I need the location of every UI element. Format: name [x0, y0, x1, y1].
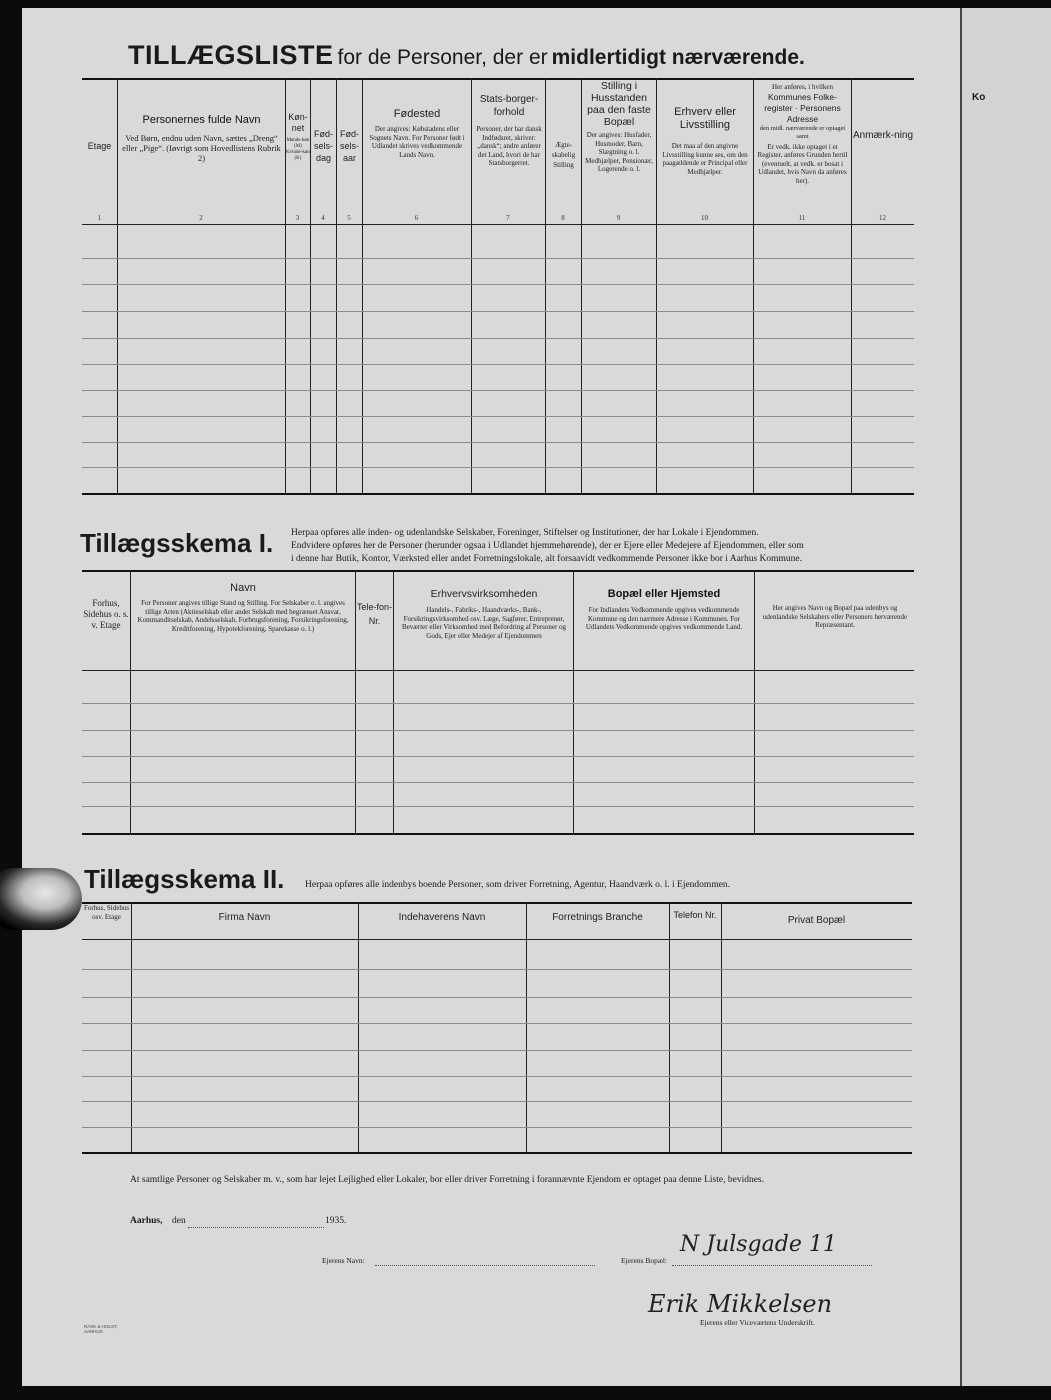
- skema1-col-telefon: Tele-fon-Nr.: [356, 602, 392, 626]
- skema1-intro: Herpaa opføres alle inden- og udenlandske Selskaber, Foreninger, Stiftelser og Institutioner, der har Lokale i Ejendommen. Endvidere opføres her de Personer (herunder ogsaa i Udlandet hjemmehørende), der er Ejere eller Medejere af Ejendommen, eller som i denne har Butik, Kontor, Værksted eller andet Forretningslokale, alt forsaavidt vedkommende Personer ikke bor i Aarhus Kommune.: [291, 528, 804, 564]
- date-line: [188, 1227, 324, 1228]
- skema2-title: Tillægsskema II.: [84, 864, 285, 894]
- title-rest-b: midlertidigt nærværende.: [551, 46, 805, 69]
- printer-imprint: RASK & HOLST, AARHUS: [84, 1324, 118, 1334]
- skema2-col-telefon: Telefon Nr.: [673, 910, 717, 920]
- col-number: 5: [347, 214, 351, 222]
- skema1-col-etage: Forhus, Sidehus o. s. v. Etage: [83, 598, 129, 630]
- col-number: 4: [321, 214, 325, 222]
- facing-page: [960, 8, 1051, 1386]
- col-number: 1: [97, 214, 102, 222]
- col-header-fodselsdag: Fød-sels-dag: [313, 129, 333, 163]
- col-header-fodselsaar: Fød-sels-aar: [339, 129, 359, 163]
- col-header-kon: Køn-net Mands-køn (M) Kvinde-køn (K): [286, 112, 310, 161]
- owner-address-line: [672, 1265, 872, 1266]
- col-number: 7: [506, 214, 510, 222]
- col-header-navn: Personernes fulde Navn Ved Børn, endnu uden Navn, sættes „Dreng“ eller „Pige“. (Iøvrigt som Hovedlistens Rubrik 2): [122, 114, 281, 163]
- col-header-aegteskab: Ægte-skabelig Stilling: [551, 141, 576, 169]
- col-number: 11: [798, 214, 806, 222]
- col-header-etage: Etage: [87, 141, 112, 151]
- page-title: [128, 40, 805, 71]
- skema2-col-etage: Forhus, Sidehus osv. Etage: [83, 904, 130, 921]
- attestation-statement: At samtlige Personer og Selskaber m. v., som har lejet Lejlighed eller Lokaler, bor eller driver Forretning i forannævnte Ejendom er optaget paa denne Liste, bevidnes.: [130, 1175, 764, 1185]
- skema1-col-erhverv: Erhvervsvirksomheden Handels-, Fabriks-, Haandværks-, Bank-, Forsikringsvirksomhed osv. Læge, Sagfører, Entreprenør, Beværter eller Virksomhed med Befordring af Personer og Gods, Ejer eller Medejer af Ejendommen: [401, 588, 567, 640]
- col-number: 2: [199, 214, 203, 222]
- owner-address-label: Ejerens Bopæl:: [621, 1256, 668, 1265]
- owner-address-handwritten: N Julsgade 11: [680, 1232, 837, 1257]
- owner-name-label: Ejerens Navn:: [322, 1256, 365, 1265]
- owner-name-line: [375, 1265, 595, 1266]
- col-number: 10: [701, 214, 708, 222]
- col-header-statsborger: Stats-borger-forhold Personer, der har dansk Indfødsret, skriver: „dansk“; andre anfører det Land, hvori de har Statsborgerret.: [476, 94, 542, 167]
- city-label: Aarhus,: [130, 1216, 163, 1226]
- skema2-col-bopael: Privat Bopæl: [787, 915, 846, 926]
- skema1-col-navn: Navn For Personer angives tillige Stand og Stilling. For Selskaber o. l. angives tillige Arten (Aktieselskab eller andet Selskab med begrænset Ansvar, Kommanditselskab, Andelsselskab, Forbrugsforening, Forsikringsforening, Kreditforening, Hypotekforening, Sparekasse o. l.): [137, 582, 349, 633]
- col-number: 12: [879, 214, 886, 222]
- col-number: 3: [295, 214, 300, 222]
- skema2-col-branche: Forretnings Branche: [552, 912, 643, 923]
- signature-label: Ejerens eller Viceværtens Underskrift.: [700, 1318, 815, 1327]
- skema1-col-bopael: Bopæl eller Hjemsted For Indlandets Vedkommende opgives vedkommende Kommune og den nærmere Adresse i Kommunen. For Udlandets Vedkommende opgives vedkommende Land.: [585, 588, 743, 631]
- skema2-intro: Herpaa opføres alle indenbys boende Personer, som driver Forretning, Agentur, Haandværk o. l. i Ejendommen.: [305, 880, 731, 890]
- col-number: 9: [616, 214, 621, 222]
- col-header-erhverv: Erhverv eller Livsstilling Det maa af den angivne Livsstilling kunne ses, om den paagældende er Principal eller Medhjælper.: [662, 106, 748, 176]
- facing-page-text: Ko: [972, 92, 986, 103]
- thumb-shadow: [0, 868, 82, 930]
- col-number: 8: [561, 214, 565, 222]
- title-main: TILLÆGSLISTE: [128, 40, 334, 70]
- date-label: den: [172, 1216, 186, 1226]
- year-label: 1935.: [325, 1216, 347, 1226]
- signature-handwritten: Erik Mikkelsen: [648, 1290, 833, 1318]
- col-header-fodested: Fødested Der angives: Købstadens eller Sognets Navn. For Personer født i Udlandet skrives vedkommende Lands Navn.: [369, 108, 465, 159]
- skema1-col-repraesentant: Her angives Navn og Bopæl paa udenbys og udenlandske Selskabers eller Personers herværende Repræsentant.: [762, 604, 908, 629]
- col-header-stilling: Stilling i Husstanden paa den faste Bopæl Der angives: Husfader, Husmoder, Barn, Slægtning o. l. Medhjælper, Pensionær, Logerende o. l.: [585, 80, 653, 173]
- skema1-title: Tillægsskema I.: [80, 528, 274, 558]
- col-number: 6: [414, 214, 419, 222]
- skema2-col-indehaver: Indehaverens Navn: [398, 912, 486, 923]
- col-header-folkeregister: Her anføres, i hvilken Kommunes Folke-register · Personens Adresse den midl. nærværende er optaget samt Er vedk. ikke optaget i et Register, anføres Grunden hertil (eventuelt, at vedk. er bosat i Udlandet, hvis Navn da anføres her).: [757, 83, 848, 185]
- title-rest-a: for de Personer, der er: [337, 46, 548, 69]
- col-header-anmaerkning: Anmærk-ning: [852, 130, 914, 141]
- skema2-col-firma: Firma Navn: [218, 912, 271, 923]
